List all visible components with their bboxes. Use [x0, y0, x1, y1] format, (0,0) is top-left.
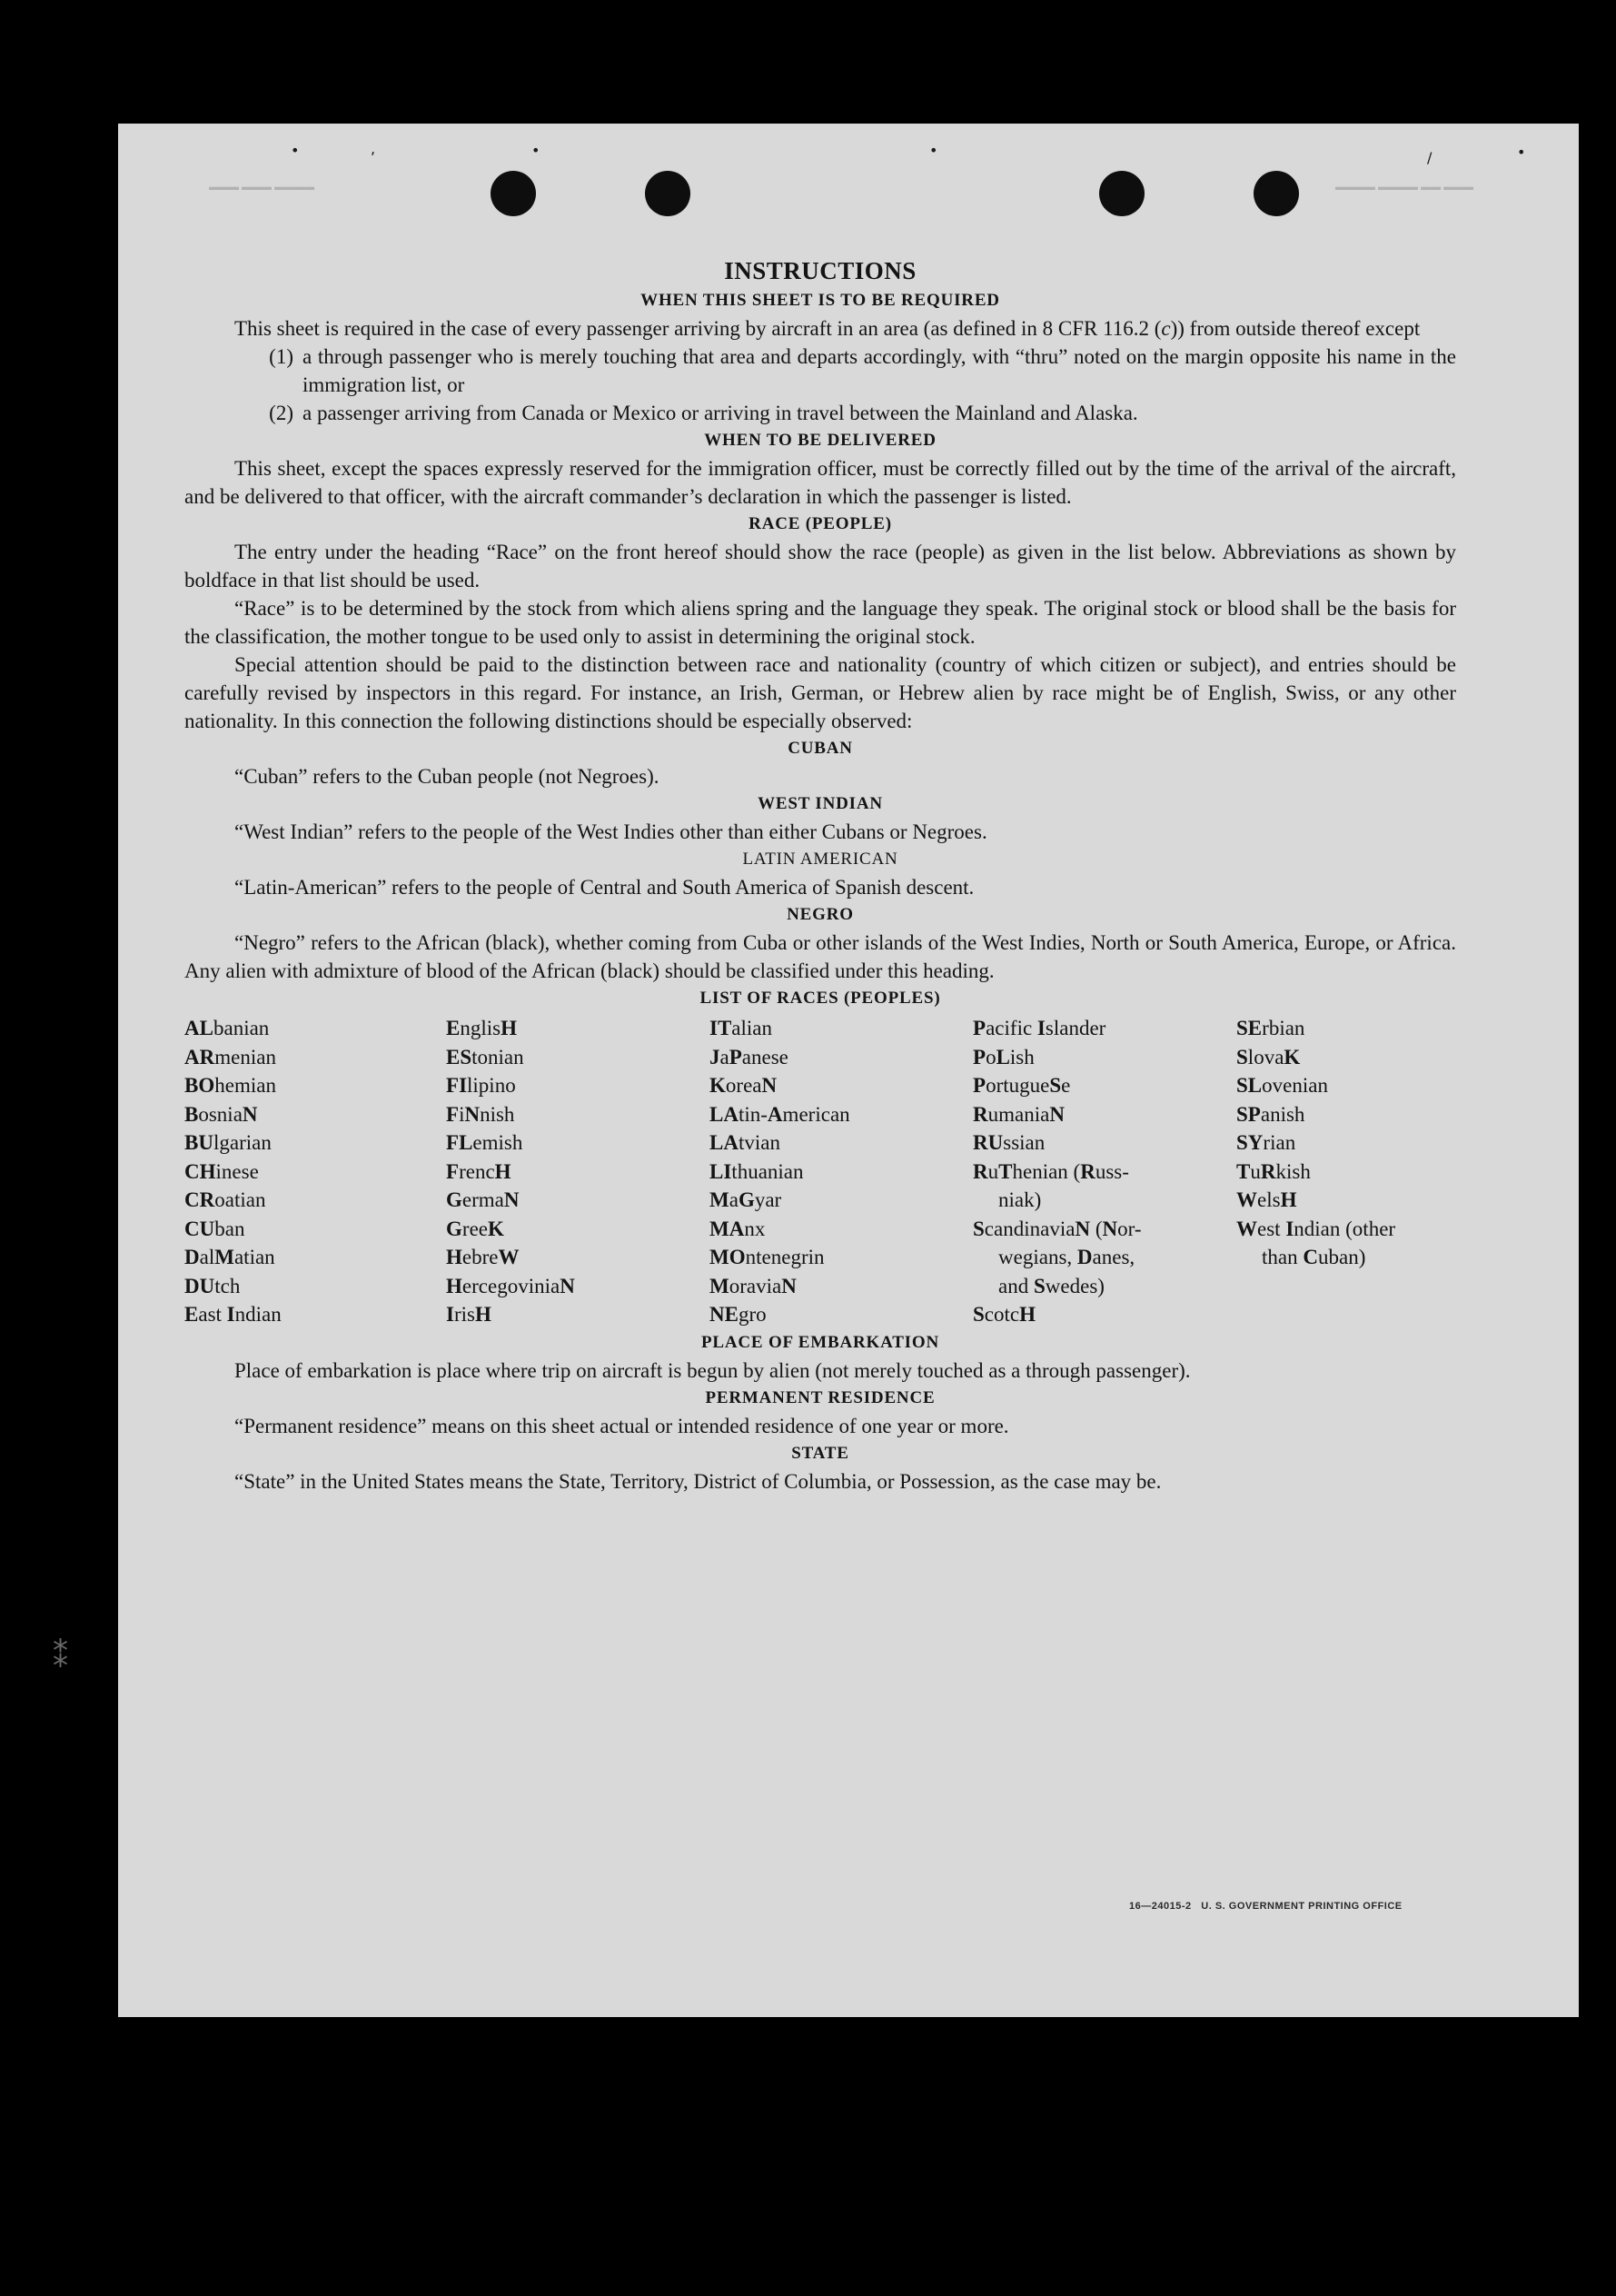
paragraph-when-required: [184, 314, 1456, 343]
race-entry: and Swedes): [998, 1274, 1105, 1297]
race-entry: MOntenegrin: [709, 1246, 825, 1268]
paragraph-west-indian: “West Indian” refers to the people of the West Indies other than either Cubans or Negroes.: [234, 820, 987, 843]
races-table: [184, 1014, 1456, 1329]
list-item: [184, 343, 1456, 399]
race-entry: LAtvian: [709, 1131, 780, 1154]
races-column: [709, 1014, 973, 1329]
paragraph-race-1: The entry under the heading “Race” on the front hereof should show the race (people) as given in the list below. Abbreviations as shown by boldface in that list should be used.: [184, 541, 1456, 591]
race-entry: EnglisH: [446, 1017, 517, 1039]
scan-speck: •: [929, 142, 938, 159]
race-entry: PoLish: [973, 1045, 1035, 1068]
heading-list-of-races: LIST OF RACES (PEOPLES): [699, 989, 941, 1008]
race-entry: ALbanian: [184, 1017, 270, 1039]
race-entry: than Cuban): [1262, 1246, 1366, 1268]
scan-speck: •: [1517, 144, 1526, 161]
race-entry: RUssian: [973, 1131, 1046, 1154]
race-entry: GreeK: [446, 1217, 504, 1240]
heading-race: RACE (PEOPLE): [749, 514, 892, 533]
race-entry: West Indian (other: [1236, 1217, 1396, 1240]
intro-text-c: c: [1161, 317, 1171, 340]
race-entry: RuThenian (Russ-: [973, 1159, 1129, 1183]
heading-permanent-residence: PERMANENT RESIDENCE: [705, 1387, 936, 1407]
bleed-through-text: ▬▬▬▬ ▬▬▬▬ ▬▬ ▬▬▬: [1335, 182, 1474, 193]
paragraph-latin-american: “Latin-American” refers to the people of Central and South America of Spanish descent.: [234, 876, 975, 899]
form-number: 16—24015-2: [1129, 1901, 1192, 1912]
paragraph-place-of-embarkation: Place of embarkation is place where trip on aircraft is begun by alien (not merely touched as a through passenger).: [234, 1358, 1191, 1382]
paragraph-race-3: Special attention should be paid to the distinction between race and nationality (country of which citizen or subject), and entries should be carefully revised by inspectors in this regard. For instance, an Irish, German, or Hebrew alien by race might be of English, Swiss, or any other nationality. In this connection the following distinctions should be especially observed:: [184, 653, 1456, 732]
heading-state: STATE: [791, 1443, 849, 1463]
item-text: a through passenger who is merely touching that area and departs accordingly, with “thru” noted on the margin opposite his name in the immigration list, or: [302, 345, 1456, 396]
heading-negro: NEGRO: [787, 905, 854, 924]
race-entry: FrencH: [446, 1159, 511, 1183]
scan-speck: •: [291, 142, 300, 159]
race-entry: MaGyar: [709, 1188, 782, 1211]
heading-when-required: WHEN THIS SHEET IS TO BE REQUIRED: [640, 291, 1000, 310]
paragraph-cuban: “Cuban” refers to the Cuban people (not Negroes).: [234, 765, 659, 788]
item-text: a passenger arriving from Canada or Mexico or arriving in travel between the Mainland and Alaska.: [302, 402, 1138, 424]
race-entry: SLovenian: [1236, 1074, 1328, 1097]
race-entry: IrisH: [446, 1303, 491, 1326]
race-entry: FLemish: [446, 1131, 523, 1154]
punch-hole: [491, 171, 536, 216]
heading-cuban: CUBAN: [788, 739, 853, 758]
race-entry: JaPanese: [709, 1045, 788, 1068]
races-column: [973, 1014, 1236, 1329]
race-entry: FiNnish: [446, 1102, 515, 1126]
instructions-content: [184, 254, 1456, 1496]
race-entry: ScandinaviaN (Nor-: [973, 1217, 1142, 1240]
race-entry: SYrian: [1236, 1131, 1296, 1154]
punch-hole: [1254, 171, 1299, 216]
race-entry: BosniaN: [184, 1102, 258, 1126]
race-entry: East Indian: [184, 1303, 282, 1326]
race-entry: CHinese: [184, 1159, 259, 1183]
races-column: [1236, 1014, 1456, 1329]
race-entry: LAtin-American: [709, 1102, 850, 1126]
race-entry: ARmenian: [184, 1045, 276, 1068]
punch-hole: [1099, 171, 1145, 216]
race-entry: EStonian: [446, 1045, 524, 1068]
paragraph-negro: “Negro” refers to the African (black), whether coming from Cuba or other islands of the West Indies, North or South America, Europe, or Africa. Any alien with admixture of blood of the African (black) should be classified under this heading.: [184, 931, 1456, 982]
race-entry: MoraviaN: [709, 1274, 797, 1297]
races-column: [446, 1014, 709, 1329]
race-entry: PortugueSe: [973, 1074, 1071, 1097]
race-entry: HercegoviniaN: [446, 1274, 575, 1297]
intro-text-a: This sheet is required in the case of every passenger arriving by aircraft in an area (as defined in 8 CFR 116.2 (: [234, 317, 1162, 340]
race-entry: DalMatian: [184, 1246, 275, 1268]
paragraph-state: “State” in the United States means the State, Territory, District of Columbia, or Possession, as the case may be.: [234, 1469, 1162, 1493]
bleed-through-text: ▬▬▬ ▬▬▬ ▬▬▬▬: [209, 182, 315, 193]
intro-text-b: )) from outside thereof: [1170, 317, 1366, 340]
race-entry: Pacific Islander: [973, 1017, 1106, 1039]
paragraph-when-delivered: This sheet, except the spaces expressly reserved for the immigration officer, must be correctly filled out by the time of the arrival of the aircraft, and be delivered to that officer, with the aircraft commander’s declaration in which the passenger is listed.: [184, 457, 1456, 508]
race-entry: wegians, Danes,: [998, 1246, 1135, 1268]
race-entry: SPanish: [1236, 1102, 1305, 1126]
race-entry: BOhemian: [184, 1074, 276, 1097]
item-number: (2): [269, 402, 293, 424]
scan-speck: •: [531, 142, 540, 159]
list-item: [184, 399, 1456, 427]
races-column: [184, 1014, 446, 1329]
race-entry: TuRkish: [1236, 1159, 1311, 1183]
race-entry: BUlgarian: [184, 1131, 272, 1154]
race-entry: ITalian: [709, 1017, 773, 1039]
race-entry: DUtch: [184, 1274, 241, 1297]
race-entry: CUban: [184, 1217, 245, 1240]
heading-latin-american: LATIN AMERICAN: [742, 850, 898, 869]
race-entry: WelsH: [1236, 1188, 1297, 1211]
document-sheet: [118, 124, 1579, 2017]
margin-mark: ⁑: [53, 1639, 68, 1675]
heading-when-delivered: WHEN TO BE DELIVERED: [704, 431, 937, 450]
item-number: (1): [269, 345, 293, 368]
heading-west-indian: WEST INDIAN: [758, 794, 883, 813]
paragraph-permanent-residence: “Permanent residence” means on this sheet actual or intended residence of one year or more.: [234, 1414, 1009, 1437]
race-entry: MAnx: [709, 1217, 766, 1240]
race-entry: RumaniaN: [973, 1102, 1065, 1126]
scan-speck: ,: [371, 140, 376, 157]
race-entry: KoreaN: [709, 1074, 778, 1097]
race-entry: SlovaK: [1236, 1045, 1301, 1068]
scan-speck: /: [1427, 149, 1433, 166]
punch-hole: [645, 171, 690, 216]
footer-print-code: [1129, 1901, 1403, 1912]
race-entry: ScotcH: [973, 1303, 1036, 1326]
intro-except: except: [1365, 317, 1421, 340]
race-entry: LIthuanian: [709, 1159, 804, 1183]
race-entry: SErbian: [1236, 1017, 1305, 1039]
paragraph-race-2: “Race” is to be determined by the stock from which aliens spring and the language they speak. The original stock or blood shall be the basis for the classification, the mother tongue to be used only to assist in determining the original stock.: [184, 597, 1456, 648]
page-title: INSTRUCTIONS: [724, 257, 917, 284]
printer-name: U. S. GOVERNMENT PRINTING OFFICE: [1201, 1901, 1403, 1912]
heading-place-of-embarkation: PLACE OF EMBARKATION: [701, 1332, 939, 1352]
race-entry: HebreW: [446, 1246, 520, 1268]
race-entry: niak): [998, 1188, 1042, 1211]
race-entry: CRoatian: [184, 1188, 266, 1211]
race-entry: FIlipino: [446, 1074, 516, 1097]
race-entry: GermaN: [446, 1188, 520, 1211]
race-entry: NEgro: [709, 1303, 767, 1326]
